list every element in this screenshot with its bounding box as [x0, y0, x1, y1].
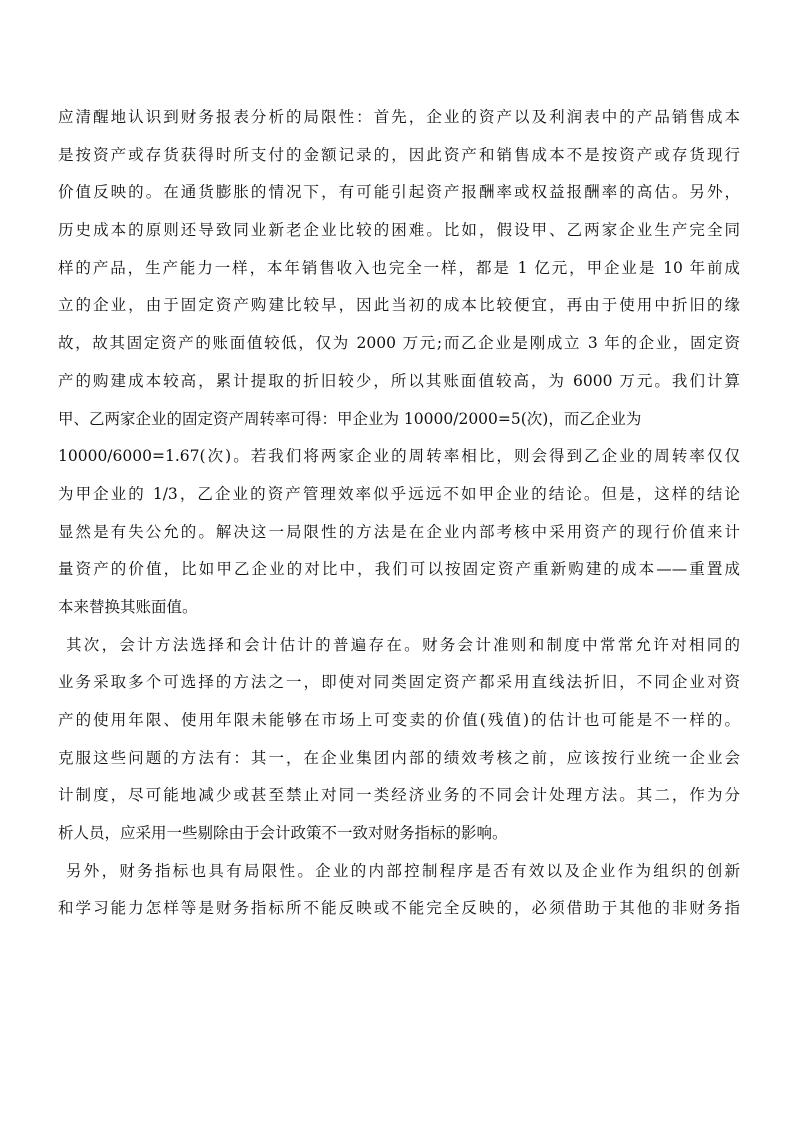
text-line: 析人员，应采用一些剔除由于会计政策不一致对财务指标的影响。	[58, 824, 508, 843]
text-line: 是按资产或存货获得时所支付的金额记录的，因此资产和销售成本不是按资产或存货现行	[58, 145, 740, 164]
text-line: 样的产品，生产能力一样，本年销售收入也完全一样，都是 1 亿元，甲企业是 10 年前成	[58, 258, 740, 277]
text-line: 故，故其固定资产的账面值较低，仅为 2000 万元;而乙企业是刚成立 3 年的企业，固定资	[58, 334, 740, 353]
text-line: 量资产的价值，比如甲乙企业的对比中，我们可以按固定资产重新购建的成本——重置成	[58, 560, 740, 579]
text-line: 价值反映的。在通货膨胀的情况下，有可能引起资产报酬率或权益报酬率的高估。另外，	[58, 183, 740, 202]
text-line: 产的购建成本较高，累计提取的折旧较少，所以其账面值较高，为 6000 万元。我们计算	[58, 371, 740, 390]
document-body	[58, 99, 740, 928]
text-line: 显然是有失公允的。解决这一局限性的方法是在企业内部考核中采用资产的现行价值来计	[58, 522, 740, 541]
text-line: 立的企业，由于固定资产购建比较早，因此当初的成本比较便宜，再由于使用中折旧的缘	[58, 296, 740, 315]
paragraph-limitations-intro	[58, 99, 740, 627]
text-line: 甲、乙两家企业的固定资产周转率可得：甲企业为 10000/2000=5(次)，而乙企业为	[58, 409, 642, 428]
text-line: 10000/6000=1.67(次)。若我们将两家企业的周转率相比，则会得到乙企业的周转率仅仅	[58, 447, 740, 466]
text-line: 历史成本的原则还导致同业新老企业比较的困难。比如，假设甲、乙两家企业生产完全同	[58, 221, 740, 240]
paragraph-accounting-methods	[58, 627, 740, 853]
text-line: 业务采取多个可选择的方法之一，即使对同类固定资产都采用直线法折旧，不同企业对资	[58, 673, 740, 692]
text-line: 克服这些问题的方法有：其一，在企业集团内部的绩效考核之前，应该按行业统一企业会	[58, 748, 740, 767]
text-line: 另外，财务指标也具有局限性。企业的内部控制程序是否有效以及企业作为组织的创新	[66, 861, 740, 880]
text-line: 为甲企业的 1/3，乙企业的资产管理效率似乎远远不如甲企业的结论。但是，这样的结论	[58, 484, 740, 503]
text-line: 产的使用年限、使用年限未能够在市场上可变卖的价值(残值)的估计也可能是不一样的。	[58, 711, 740, 729]
text-line: 本来替换其账面值。	[58, 597, 198, 616]
text-line: 其次，会计方法选择和会计估计的普遍存在。财务会计准则和制度中常常允许对相同的	[66, 635, 740, 654]
text-line: 和学习能力怎样等是财务指标所不能反映或不能完全反映的，必须借助于其他的非财务指	[58, 899, 740, 918]
paragraph-financial-indicators	[58, 853, 740, 928]
text-line: 计制度，尽可能地减少或甚至禁止对同一类经济业务的不同会计处理方法。其二，作为分	[58, 786, 740, 805]
text-line: 应清醒地认识到财务报表分析的局限性：首先，企业的资产以及利润表中的产品销售成本	[58, 108, 740, 126]
